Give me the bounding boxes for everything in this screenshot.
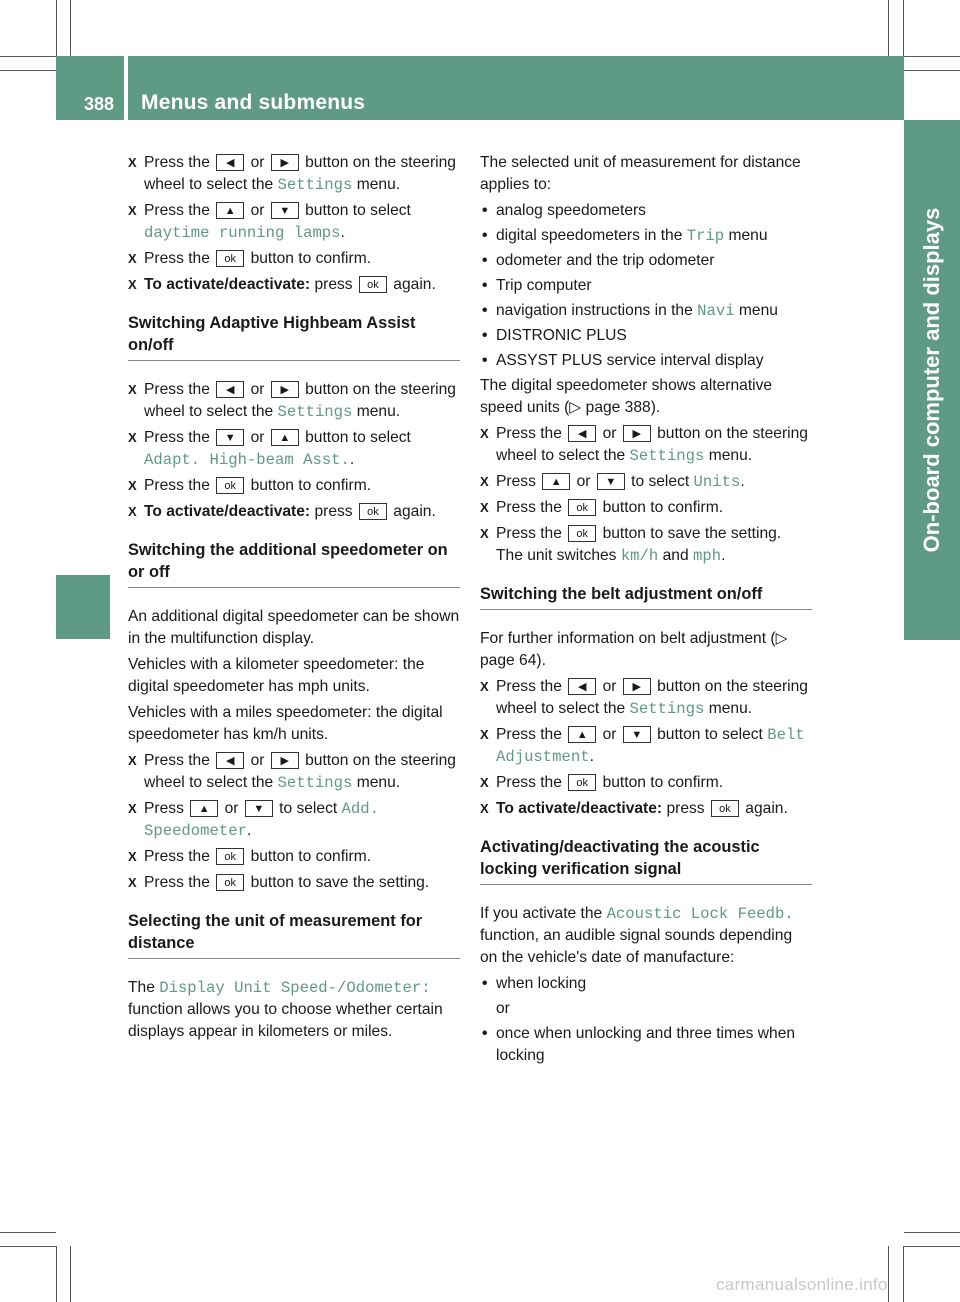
menu-code: km/h [620, 547, 659, 565]
menu-code: Settings [277, 774, 353, 792]
up-button-icon: ▲ [542, 473, 570, 490]
step-arrow-icon: X [128, 203, 137, 218]
step-arrow-icon: X [128, 849, 137, 864]
paragraph: Vehicles with a kilometer speedometer: the digital speedometer has mph units. [128, 656, 425, 695]
paragraph: The Display Unit Speed-/Odometer: function allows you to choose whether certain displays appear in kilometers or miles. [128, 979, 443, 1040]
menu-code: Display Unit Speed-/Odometer: [159, 979, 431, 997]
step-arrow-icon: X [128, 430, 137, 445]
step-arrow-icon: X [480, 474, 489, 489]
right-button-icon: ▶ [271, 154, 299, 171]
paragraph: Vehicles with a miles speedometer: the digital speedometer has km/h units. [128, 704, 443, 743]
down-button-icon: ▼ [597, 473, 625, 490]
section-heading: Selecting the unit of measurement for distance [128, 910, 460, 959]
left-button-icon: ◀ [568, 425, 596, 442]
list-item: • when locking [480, 973, 812, 995]
ok-button-icon: ok [216, 848, 244, 865]
instruction-step: X Press the ▼ or ▲ button to select Adapt. High-beam Asst.. [128, 429, 411, 469]
bullet-icon: • [482, 277, 488, 294]
menu-code: Units [693, 473, 741, 491]
crop-mark [70, 0, 71, 56]
right-column [480, 152, 812, 1070]
step-arrow-icon: X [480, 727, 489, 742]
up-button-icon: ▲ [271, 429, 299, 446]
ok-button-icon: ok [216, 250, 244, 267]
list-item: • digital speedometers in the Trip menu [482, 227, 768, 245]
ok-button-icon: ok [711, 800, 739, 817]
paragraph: For further information on belt adjustment (▷ page 64). [480, 630, 788, 669]
crop-mark [0, 1232, 56, 1233]
instruction-step: X Press the ◀ or ▶ button on the steering wheel to select the Settings menu. [480, 425, 808, 465]
ok-button-icon: ok [359, 503, 387, 520]
instruction-step: X To activate/deactivate: press ok again. [128, 501, 460, 523]
ok-button-icon: ok [568, 774, 596, 791]
down-button-icon: ▼ [245, 800, 273, 817]
bullet-icon: • [482, 202, 488, 219]
page-ref-icon: ▷ [569, 399, 582, 416]
instruction-step: X Press the ok button to save the setting. [128, 872, 460, 894]
ok-button-icon: ok [568, 525, 596, 542]
crop-mark [0, 56, 56, 57]
step-arrow-icon: X [480, 801, 489, 816]
step-arrow-icon: X [128, 801, 137, 816]
section-heading: Switching the additional speedometer on or off [128, 539, 460, 588]
left-button-icon: ◀ [568, 678, 596, 695]
menu-code: Settings [277, 403, 353, 421]
menu-code: Navi [697, 302, 735, 320]
menu-code: Adapt. High-beam Asst. [144, 451, 350, 469]
instruction-step: X Press the ◀ or ▶ button on the steering wheel to select the Settings menu. [480, 678, 808, 718]
up-button-icon: ▲ [216, 202, 244, 219]
instruction-step: X Press the ◀ or ▶ button on the steering wheel to select the Settings menu. [128, 154, 456, 194]
bullet-icon: • [482, 1025, 488, 1042]
list-item: • navigation instructions in the Navi menu [482, 302, 778, 320]
left-button-icon: ◀ [216, 154, 244, 171]
left-column [128, 152, 460, 1047]
header-divider [124, 56, 128, 120]
left-button-icon: ◀ [216, 381, 244, 398]
up-button-icon: ▲ [568, 726, 596, 743]
down-button-icon: ▼ [216, 429, 244, 446]
crop-mark [904, 70, 960, 71]
list-item: • Trip computer [480, 275, 812, 297]
right-button-icon: ▶ [271, 381, 299, 398]
paragraph: The selected unit of measurement for distance applies to: [480, 154, 801, 193]
menu-code: Settings [277, 176, 353, 194]
menu-code: Acoustic Lock Feedb. [606, 905, 794, 923]
instruction-step: X Press the ok button to confirm. [128, 846, 460, 868]
step-arrow-icon: X [128, 382, 137, 397]
crop-mark [888, 0, 889, 56]
step-arrow-icon: X [128, 753, 137, 768]
menu-code: Trip [686, 227, 725, 245]
step-arrow-icon: X [480, 526, 489, 541]
crop-mark [904, 1232, 960, 1233]
section-heading: Switching Adaptive Highbeam Assist on/off [128, 312, 460, 361]
instruction-step: X Press ▲ or ▼ to select Units. [480, 473, 745, 491]
step-arrow-icon: X [480, 679, 489, 694]
instruction-step: X Press the ◀ or ▶ button on the steering wheel to select the Settings menu. [128, 752, 456, 792]
ok-button-icon: ok [568, 499, 596, 516]
bullet-icon: • [482, 352, 488, 369]
crop-mark [0, 1246, 56, 1247]
list-item: • analog speedometers [480, 200, 812, 222]
crop-mark [904, 1246, 960, 1247]
right-button-icon: ▶ [623, 425, 651, 442]
paragraph: If you activate the Acoustic Lock Feedb. function, an audible signal sounds depending on the vehicle's date of manufacture: [480, 905, 794, 966]
margin-tab [56, 575, 110, 639]
menu-code: mph [692, 547, 722, 565]
step-arrow-icon: X [128, 504, 137, 519]
crop-mark [56, 0, 57, 56]
page-title: Menus and submenus [141, 91, 366, 114]
step-arrow-icon: X [480, 426, 489, 441]
paragraph: An additional digital speedometer can be shown in the multifunction display. [128, 608, 460, 647]
menu-code: Add. [341, 800, 379, 818]
step-arrow-icon: X [128, 155, 137, 170]
crop-mark [888, 1246, 889, 1302]
instruction-step: X Press the ◀ or ▶ button on the steering wheel to select the Settings menu. [128, 381, 456, 421]
crop-mark [56, 1246, 57, 1302]
list-item: • DISTRONIC PLUS [480, 325, 812, 347]
instruction-step: X Press the ok button to save the setting. The unit switches km/h and mph. [480, 525, 782, 565]
list-item: • ASSYST PLUS service interval display [480, 350, 812, 372]
section-heading: Switching the belt adjustment on/off [480, 583, 812, 610]
section-heading: Activating/deactivating the acoustic locking verification signal [480, 836, 812, 885]
instruction-step: X Press the ok button to confirm. [128, 248, 460, 270]
instruction-step: X Press the ▲ or ▼ button to select daytime running lamps. [128, 202, 411, 242]
instruction-step: X To activate/deactivate: press ok again. [480, 798, 812, 820]
step-arrow-icon: X [128, 251, 137, 266]
page-ref-link[interactable]: page 388 [585, 399, 651, 416]
instruction-step: X Press ▲ or ▼ to select Add. Speedometer. [128, 800, 379, 840]
step-arrow-icon: X [480, 775, 489, 790]
menu-code: Settings [629, 447, 705, 465]
step-arrow-icon: X [128, 875, 137, 890]
page-number: 388 [84, 94, 115, 114]
down-button-icon: ▼ [271, 202, 299, 219]
up-button-icon: ▲ [190, 800, 218, 817]
ok-button-icon: ok [216, 874, 244, 891]
watermark: carmanualsonline.info [716, 1275, 888, 1294]
bullet-icon: • [482, 227, 488, 244]
side-tab-label: On-board computer and displays [919, 207, 944, 553]
list-item: or [496, 1000, 510, 1017]
instruction-step: X Press the ok button to confirm. [128, 475, 460, 497]
instruction-step: X Press the ▲ or ▼ button to select Belt Adjustment. [480, 726, 805, 766]
paragraph: The digital speedometer shows alternative speed units (▷ page 388). [480, 377, 773, 416]
ok-button-icon: ok [216, 477, 244, 494]
instruction-step: X To activate/deactivate: press ok again. [128, 274, 460, 296]
down-button-icon: ▼ [623, 726, 651, 743]
page-ref-link[interactable]: page 64 [480, 652, 537, 669]
menu-code: Belt Adjustment [496, 726, 805, 766]
right-button-icon: ▶ [271, 752, 299, 769]
menu-code: daytime running lamps [144, 224, 341, 242]
right-button-icon: ▶ [623, 678, 651, 695]
instruction-step: X Press the ok button to confirm. [480, 497, 812, 519]
instruction-step: X Press the ok button to confirm. [480, 772, 812, 794]
bullet-icon: • [482, 327, 488, 344]
bullet-icon: • [482, 975, 488, 992]
list-item: • odometer and the trip odometer [480, 250, 812, 272]
step-arrow-icon: X [480, 500, 489, 515]
menu-code: Speedometer [144, 822, 247, 840]
menu-code: Settings [629, 700, 705, 718]
bullet-icon: • [482, 252, 488, 269]
crop-mark [70, 1246, 71, 1302]
bullet-icon: • [482, 302, 488, 319]
ok-button-icon: ok [359, 276, 387, 293]
step-arrow-icon: X [128, 277, 137, 292]
step-arrow-icon: X [128, 478, 137, 493]
crop-mark [903, 1246, 904, 1302]
page-ref-icon: ▷ [775, 630, 788, 647]
crop-mark [903, 0, 904, 56]
crop-mark [0, 70, 56, 71]
list-item: • once when unlocking and three times when locking [482, 1025, 796, 1064]
crop-mark [904, 56, 960, 57]
left-button-icon: ◀ [216, 752, 244, 769]
